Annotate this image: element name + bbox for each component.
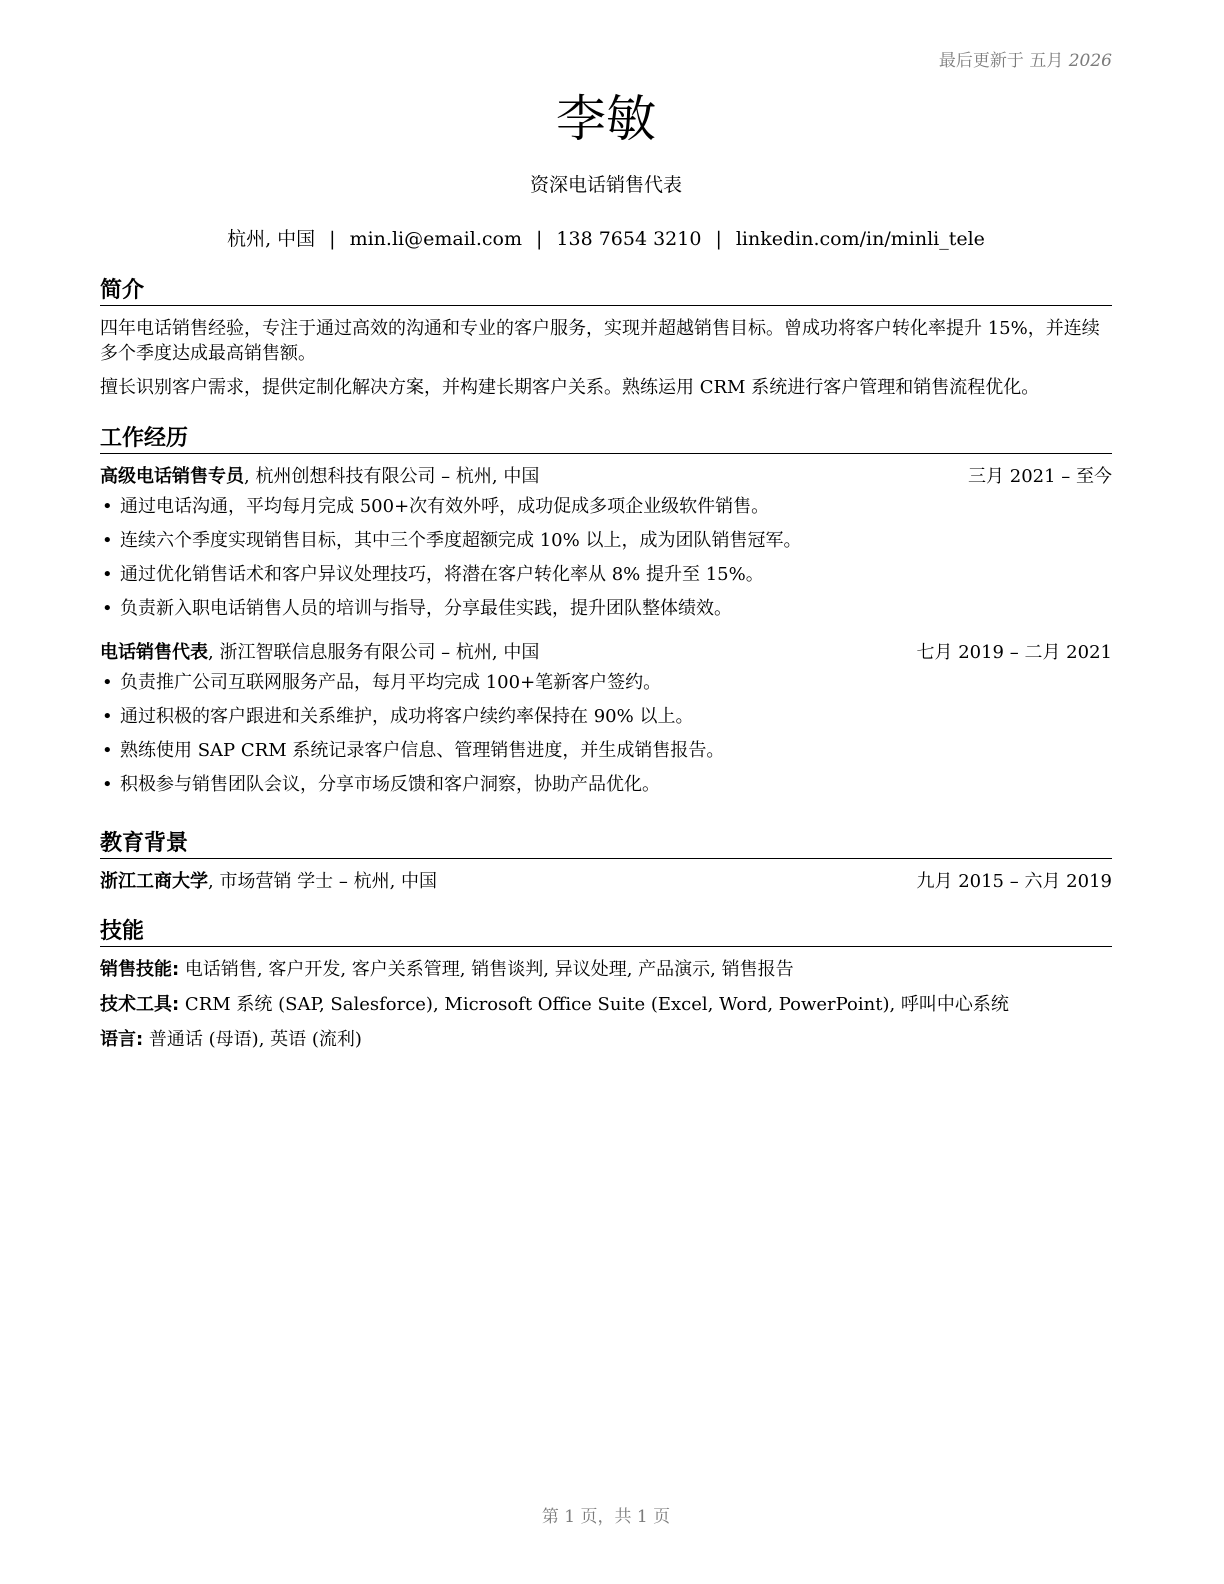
job-role: 高级电话销售专员: [100, 466, 244, 487]
job-dates: 七月 2019 – 二月 2021: [916, 642, 1112, 663]
last-updated-prefix: 最后更新于 五月: [938, 51, 1064, 71]
summary-paragraph: 四年电话销售经验，专注于通过高效的沟通和专业的客户服务，实现并超越销售目标。曾成功将客户转化率提升 15%，并连续多个季度达成最高销售额。: [100, 318, 1100, 364]
last-updated-year: 2026: [1068, 51, 1112, 71]
last-updated: [939, 46, 1112, 71]
job-role: 电话销售代表: [100, 642, 208, 663]
education-title: 教育背景: [100, 830, 1112, 859]
list-item: [100, 528, 1112, 554]
skill-label: 技术工具:: [100, 994, 180, 1015]
summary-section: [100, 277, 1112, 409]
bullet-text: 负责推广公司互联网服务产品，每月平均完成 100+笔新客户签约。: [120, 672, 662, 693]
list-item: [100, 738, 1112, 764]
skill-value: CRM 系统 (SAP, Salesforce), Microsoft Office Suite (Excel, Word, PowerPoint), 呼叫中心系统: [179, 994, 1009, 1015]
skill-value: 电话销售, 客户开发, 客户关系管理, 销售谈判, 异议处理, 产品演示, 销售报告: [179, 959, 794, 980]
experience-section: [100, 425, 1112, 806]
list-item: [100, 772, 1112, 798]
list-item: [100, 494, 1112, 520]
contact-separator: |: [329, 228, 336, 250]
bullet-icon: •: [102, 496, 113, 517]
list-item: [100, 704, 1112, 730]
skill-row: [100, 957, 1112, 983]
school-name: 浙江工商大学: [100, 871, 208, 892]
bullet-text: 熟练使用 SAP CRM 系统记录客户信息、管理销售进度，并生成销售报告。: [120, 740, 725, 761]
contact-line: [100, 224, 1112, 251]
job-org: , 杭州创想科技有限公司 – 杭州, 中国: [244, 466, 540, 487]
candidate-name: 李敏: [556, 90, 656, 148]
bullet-text: 连续六个季度实现销售目标，其中三个季度超额完成 10% 以上，成为团队销售冠军。: [120, 530, 802, 551]
bullet-icon: •: [102, 774, 113, 795]
education-entry: [100, 869, 1112, 895]
bullet-icon: •: [102, 564, 113, 585]
job-bullets: [100, 494, 1112, 622]
candidate-headline: 资深电话销售代表: [529, 174, 682, 196]
contact-separator: |: [715, 228, 722, 250]
bullet-text: 通过优化销售话术和客户异议处理技巧，将潜在客户转化率从 8% 提升至 15%。: [120, 564, 764, 585]
bullet-icon: •: [102, 706, 113, 727]
summary-title: 简介: [100, 277, 1112, 306]
job-org: , 浙江智联信息服务有限公司 – 杭州, 中国: [208, 642, 540, 663]
contact-linkedin[interactable]: linkedin.com/in/minli_tele: [735, 228, 985, 250]
bullet-text: 通过电话沟通，平均每月完成 500+次有效外呼，成功促成多项企业级软件销售。: [120, 496, 770, 517]
job-header: [100, 464, 1112, 490]
job-dates: 三月 2021 – 至今: [968, 466, 1112, 487]
skill-row: [100, 992, 1112, 1018]
bullet-icon: •: [102, 740, 113, 761]
page-footer: 第 1 页，共 1 页: [541, 1507, 671, 1527]
list-item: [100, 596, 1112, 622]
contact-separator: |: [535, 228, 543, 250]
skill-row: [100, 1027, 1112, 1053]
degree-detail: , 市场营销 学士 – 杭州, 中国: [208, 871, 438, 892]
skills-section: [100, 918, 1112, 1062]
bullet-text: 通过积极的客户跟进和关系维护，成功将客户续约率保持在 90% 以上。: [120, 706, 694, 727]
resume-page: [100, 0, 1112, 1584]
job-header: [100, 640, 1112, 666]
bullet-icon: •: [102, 530, 113, 551]
summary-paragraph: 擅长识别客户需求，提供定制化解决方案，并构建长期客户关系。熟练运用 CRM 系统进行客户管理和销售流程优化。: [100, 377, 1040, 398]
contact-location: 杭州, 中国: [227, 228, 316, 250]
list-item: [100, 562, 1112, 588]
job-entry: [100, 464, 1112, 622]
education-dates: 九月 2015 – 六月 2019: [916, 871, 1112, 892]
experience-title: 工作经历: [100, 425, 1112, 454]
bullet-text: 负责新入职电话销售人员的培训与指导，分享最佳实践，提升团队整体绩效。: [120, 598, 732, 619]
job-entry: [100, 640, 1112, 798]
job-bullets: [100, 670, 1112, 798]
contact-phone: 138 7654 3210: [556, 228, 702, 250]
education-section: [100, 830, 1112, 895]
skill-value: 普通话 (母语), 英语 (流利): [143, 1029, 362, 1050]
bullet-text: 积极参与销售团队会议，分享市场反馈和客户洞察，协助产品优化。: [120, 774, 660, 795]
skill-label: 语言:: [100, 1029, 144, 1050]
bullet-icon: •: [102, 598, 113, 619]
skills-title: 技能: [100, 918, 1112, 947]
list-item: [100, 670, 1112, 696]
contact-email[interactable]: min.li@email.com: [349, 228, 522, 250]
bullet-icon: •: [102, 672, 113, 693]
skill-label: 销售技能:: [100, 959, 180, 980]
